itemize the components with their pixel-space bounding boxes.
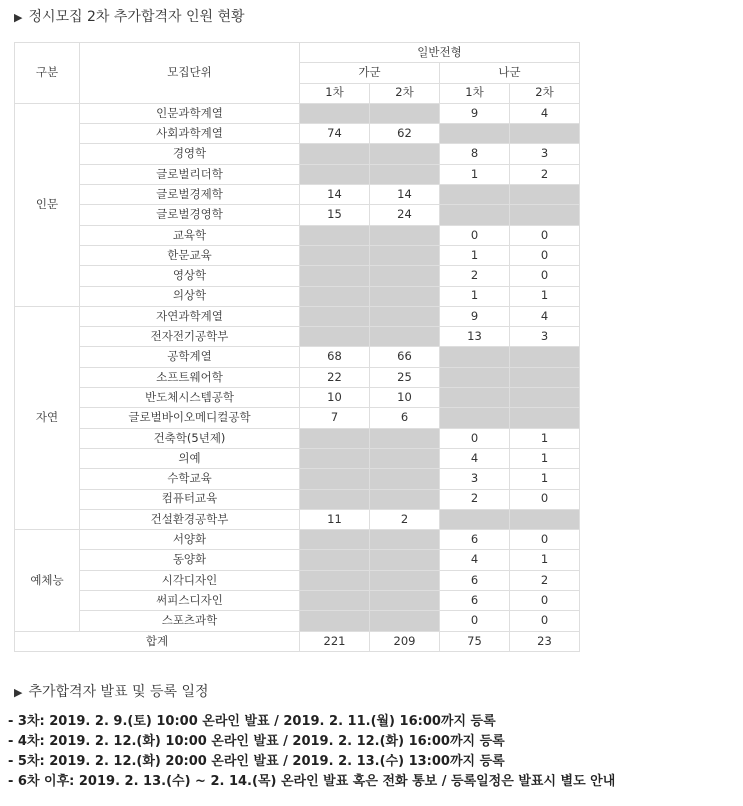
table-row (15, 570, 580, 590)
empty-cell (370, 225, 440, 245)
count-cell-ga1: 22 (300, 367, 370, 387)
unit-name: 써피스디자인 (80, 591, 300, 611)
empty-cell (370, 448, 440, 468)
empty-cell (440, 124, 510, 144)
unit-name: 전자전기공학부 (80, 327, 300, 347)
header-unit: 모집단위 (80, 43, 300, 104)
count-cell-ga2: 14 (370, 185, 440, 205)
empty-cell (300, 266, 370, 286)
unit-name: 글로벌경영학 (80, 205, 300, 225)
unit-name: 한문교육 (80, 245, 300, 265)
count-cell-na1: 1 (440, 286, 510, 306)
empty-cell (510, 509, 580, 529)
unit-name: 영상학 (80, 266, 300, 286)
unit-name: 서양화 (80, 530, 300, 550)
header-na-round1: 1차 (440, 83, 510, 103)
schedule-item: - 3차: 2019. 2. 9.(토) 10:00 온라인 발표 / 2019. 2. 11.(월) 16:00까지 등록 (8, 714, 496, 729)
group-label: 예체능 (15, 530, 80, 631)
unit-name: 글로벌경제학 (80, 185, 300, 205)
count-cell-na2: 2 (510, 164, 580, 184)
table-row (15, 306, 580, 326)
section-title-text: 정시모집 2차 추가합격자 인원 현황 (28, 9, 245, 25)
unit-name: 시각디자인 (80, 570, 300, 590)
empty-cell (370, 103, 440, 123)
empty-cell (300, 306, 370, 326)
count-cell-ga2: 2 (370, 509, 440, 529)
empty-cell (300, 286, 370, 306)
count-cell-ga2: 24 (370, 205, 440, 225)
empty-cell (300, 164, 370, 184)
schedule-item: - 6차 이후: 2019. 2. 13.(수) ~ 2. 14.(목) 온라인 발표 혹은 전화 통보 / 등록일정은 발표시 별도 안내 (8, 774, 616, 789)
empty-cell (300, 144, 370, 164)
table-row (15, 530, 580, 550)
unit-name: 글로벌바이오메디컬공학 (80, 408, 300, 428)
count-cell-ga1: 68 (300, 347, 370, 367)
table-row (15, 489, 580, 509)
count-cell-na2: 0 (510, 611, 580, 631)
empty-cell (370, 428, 440, 448)
count-cell-na2: 3 (510, 144, 580, 164)
count-cell-na2: 2 (510, 570, 580, 590)
count-cell-ga2: 6 (370, 408, 440, 428)
triangle-right-icon: ▶ (14, 686, 23, 699)
empty-cell (370, 570, 440, 590)
unit-name: 글로벌리더학 (80, 164, 300, 184)
total-row (15, 631, 580, 651)
table-row (15, 245, 580, 265)
table-row (15, 388, 580, 408)
schedule-item: - 4차: 2019. 2. 12.(화) 10:00 온라인 발표 / 2019. 2. 12.(화) 16:00까지 등록 (8, 734, 505, 749)
count-cell-ga1: 10 (300, 388, 370, 408)
unit-name: 컴퓨터교육 (80, 489, 300, 509)
empty-cell (370, 266, 440, 286)
empty-cell (510, 185, 580, 205)
count-cell-na2: 0 (510, 225, 580, 245)
empty-cell (510, 347, 580, 367)
count-cell-na2: 0 (510, 530, 580, 550)
empty-cell (440, 185, 510, 205)
count-cell-na1: 1 (440, 164, 510, 184)
empty-cell (300, 448, 370, 468)
empty-cell (370, 164, 440, 184)
empty-cell (370, 591, 440, 611)
empty-cell (370, 245, 440, 265)
count-cell-ga1: 15 (300, 205, 370, 225)
table-row (15, 591, 580, 611)
total-label: 합계 (15, 631, 300, 651)
table-row (15, 347, 580, 367)
count-cell-na1: 2 (440, 266, 510, 286)
count-cell-na2: 1 (510, 469, 580, 489)
count-cell-na2: 4 (510, 103, 580, 123)
empty-cell (300, 103, 370, 123)
empty-cell (510, 388, 580, 408)
header-na-round2: 2차 (510, 83, 580, 103)
unit-name: 수학교육 (80, 469, 300, 489)
table-row (15, 550, 580, 570)
table-row (15, 144, 580, 164)
count-cell-na2: 0 (510, 266, 580, 286)
group-label: 자연 (15, 306, 80, 529)
count-cell-na1: 1 (440, 245, 510, 265)
count-cell-ga2: 62 (370, 124, 440, 144)
header-general-admission: 일반전형 (300, 43, 580, 63)
count-cell-na1: 9 (440, 103, 510, 123)
total-ga-round1: 221 (300, 631, 370, 651)
table-row (15, 164, 580, 184)
empty-cell (370, 469, 440, 489)
unit-name: 의상학 (80, 286, 300, 306)
empty-cell (370, 286, 440, 306)
unit-name: 경영학 (80, 144, 300, 164)
unit-name: 건설환경공학부 (80, 509, 300, 529)
schedule-item: - 5차: 2019. 2. 12.(화) 20:00 온라인 발표 / 2019. 2. 13.(수) 13:00까지 등록 (8, 754, 505, 769)
table-row (15, 185, 580, 205)
count-cell-na2: 1 (510, 448, 580, 468)
table-row (15, 266, 580, 286)
empty-cell (300, 428, 370, 448)
count-cell-na1: 9 (440, 306, 510, 326)
header-ga-group: 가군 (300, 63, 440, 83)
unit-name: 반도체시스템공학 (80, 388, 300, 408)
count-cell-na1: 0 (440, 225, 510, 245)
empty-cell (440, 367, 510, 387)
empty-cell (370, 306, 440, 326)
table-row (15, 205, 580, 225)
empty-cell (300, 550, 370, 570)
empty-cell (440, 205, 510, 225)
empty-cell (370, 550, 440, 570)
count-cell-na2: 3 (510, 327, 580, 347)
count-cell-ga2: 10 (370, 388, 440, 408)
empty-cell (440, 388, 510, 408)
unit-name: 건축학(5년제) (80, 428, 300, 448)
count-cell-na2: 0 (510, 489, 580, 509)
empty-cell (510, 408, 580, 428)
count-cell-na1: 8 (440, 144, 510, 164)
empty-cell (300, 245, 370, 265)
header-ga-round1: 1차 (300, 83, 370, 103)
table-row (15, 286, 580, 306)
empty-cell (510, 367, 580, 387)
schedule-list (8, 712, 738, 792)
empty-cell (510, 205, 580, 225)
count-cell-na1: 6 (440, 530, 510, 550)
table-row (15, 408, 580, 428)
table-row (15, 225, 580, 245)
table-row (15, 124, 580, 144)
count-cell-ga1: 74 (300, 124, 370, 144)
empty-cell (300, 611, 370, 631)
count-cell-na2: 1 (510, 428, 580, 448)
empty-cell (370, 489, 440, 509)
admission-count-table (14, 42, 580, 652)
unit-name: 소프트웨어학 (80, 367, 300, 387)
empty-cell (300, 469, 370, 489)
table-row (15, 448, 580, 468)
total-na-round1: 75 (440, 631, 510, 651)
count-cell-na1: 0 (440, 611, 510, 631)
empty-cell (300, 225, 370, 245)
count-cell-ga2: 25 (370, 367, 440, 387)
empty-cell (300, 530, 370, 550)
unit-name: 의예 (80, 448, 300, 468)
empty-cell (300, 591, 370, 611)
empty-cell (440, 408, 510, 428)
count-cell-na1: 4 (440, 448, 510, 468)
count-cell-ga1: 14 (300, 185, 370, 205)
count-cell-na2: 0 (510, 591, 580, 611)
empty-cell (300, 489, 370, 509)
unit-name: 공학계열 (80, 347, 300, 367)
empty-cell (370, 611, 440, 631)
header-gubun: 구분 (15, 43, 80, 104)
count-cell-na2: 4 (510, 306, 580, 326)
count-cell-na2: 0 (510, 245, 580, 265)
count-cell-ga1: 7 (300, 408, 370, 428)
empty-cell (370, 530, 440, 550)
empty-cell (300, 327, 370, 347)
empty-cell (370, 327, 440, 347)
count-cell-na1: 2 (440, 489, 510, 509)
section-title-schedule (14, 681, 209, 701)
count-cell-na1: 4 (440, 550, 510, 570)
count-cell-na1: 6 (440, 591, 510, 611)
empty-cell (440, 509, 510, 529)
count-cell-na1: 0 (440, 428, 510, 448)
total-ga-round2: 209 (370, 631, 440, 651)
table-row (15, 611, 580, 631)
count-cell-na1: 3 (440, 469, 510, 489)
table-row (15, 367, 580, 387)
header-na-group: 나군 (440, 63, 580, 83)
count-cell-na2: 1 (510, 550, 580, 570)
table-row (15, 428, 580, 448)
unit-name: 동양화 (80, 550, 300, 570)
unit-name: 스포츠과학 (80, 611, 300, 631)
empty-cell (440, 347, 510, 367)
table-body (15, 103, 580, 631)
total-na-round2: 23 (510, 631, 580, 651)
table-row (15, 327, 580, 347)
count-cell-na1: 6 (440, 570, 510, 590)
section-title-text: 추가합격자 발표 및 등록 일정 (28, 684, 209, 700)
count-cell-ga1: 11 (300, 509, 370, 529)
count-cell-na1: 13 (440, 327, 510, 347)
triangle-right-icon: ▶ (14, 11, 23, 24)
section-title-admission-status (14, 6, 245, 26)
header-ga-round2: 2차 (370, 83, 440, 103)
unit-name: 자연과학계열 (80, 306, 300, 326)
table-row (15, 469, 580, 489)
group-label: 인문 (15, 103, 80, 306)
table-row (15, 103, 580, 123)
empty-cell (300, 570, 370, 590)
empty-cell (510, 124, 580, 144)
unit-name: 인문과학계열 (80, 103, 300, 123)
unit-name: 교육학 (80, 225, 300, 245)
unit-name: 사회과학계열 (80, 124, 300, 144)
empty-cell (370, 144, 440, 164)
table-row (15, 509, 580, 529)
count-cell-na2: 1 (510, 286, 580, 306)
count-cell-ga2: 66 (370, 347, 440, 367)
